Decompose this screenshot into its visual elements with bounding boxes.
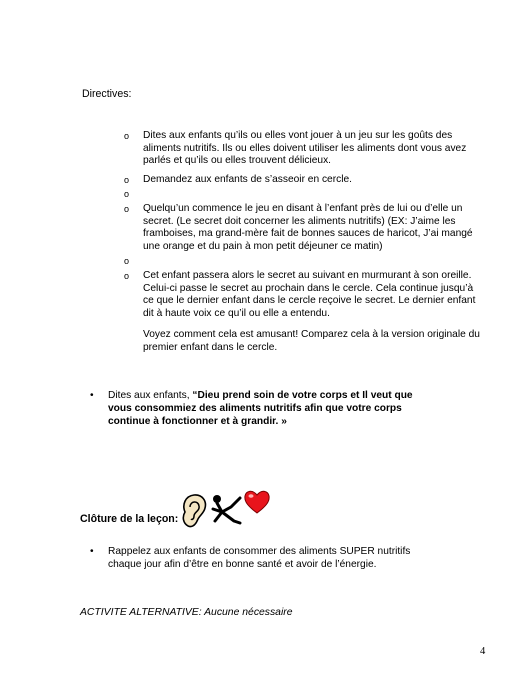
directive-item <box>124 270 484 320</box>
disc-bullet-icon: • <box>90 390 94 401</box>
directive-item-empty <box>124 255 484 268</box>
directive-text: Cet enfant passera alors le secret au suivant en murmurant à son oreille. Celui-ci passe le secret au prochain dans le cercle. Cela continue jusqu’à ce que le dernier enfant dans le cercle reçoive le secret. Le dernier enfant dit à haute voix ce qu’il ou elle a entendu. <box>143 269 476 319</box>
directive-item-empty <box>124 188 484 201</box>
circle-bullet-icon: o <box>124 174 130 185</box>
page-number: 4 <box>480 646 486 657</box>
closure-reminder-text: Rappelez aux enfants de consommer des aliments SUPER nutritifs chaque jour afin d’être en bonne santé et avoir de l’énergie. <box>108 546 411 570</box>
closure-title: Clôture de la leçon: <box>80 513 179 525</box>
circle-bullet-icon: o <box>124 131 130 141</box>
directive-item <box>124 203 484 253</box>
circle-bullet-icon: o <box>124 270 130 281</box>
tell-children-intro: Dites aux enfants, <box>108 390 193 401</box>
directives-list <box>124 130 484 355</box>
directive-text: Demandez aux enfants de s’asseoir en cercle. <box>143 173 352 185</box>
tell-children-text <box>108 389 430 428</box>
ear-icon <box>179 492 209 530</box>
directive-item <box>124 130 484 168</box>
directive-item <box>124 174 484 187</box>
directive-text: Dites aux enfants qu’ils ou elles vont jouer à un jeu sur les goûts des aliments nutritifs. Ils ou elles doivent utiliser les aliments dont vous avez parlés et qu’ils ou elles trouvent délicieux. <box>143 130 467 167</box>
circle-bullet-icon: o <box>124 256 130 267</box>
directives-heading: Directives: <box>82 88 132 100</box>
alternative-activity: ACTIVITE ALTERNATIVE: Aucune nécessaire <box>80 607 293 618</box>
heart-shape <box>245 491 269 513</box>
directive-text: Quelqu’un commence le jeu en disant à l’enfant près de lui ou d’elle un secret. (Le secret doit concerner les aliments nutritifs) (EX: J’aime les framboises, ma grand-mère fait de bonnes sauces de haricot, J’ai mangé une orange et du pain à mon petit déjeuner ce matin) <box>143 202 473 252</box>
exercise-figure-icon <box>209 494 243 526</box>
disc-bullet-icon: • <box>90 546 94 557</box>
tell-children-quote: “Dieu prend soin de votre corps et Il veut que vous consommiez des aliments nutritifs afin que votre corps continue à fonctionner et à grandir. » <box>108 390 413 427</box>
heart-icon <box>243 488 271 516</box>
circle-bullet-icon: o <box>124 203 130 214</box>
circle-bullet-icon: o <box>124 189 130 200</box>
directive-note: Voyez comment cela est amusant! Comparez cela à la version originale du premier enfant dans le cercle. <box>143 329 480 353</box>
